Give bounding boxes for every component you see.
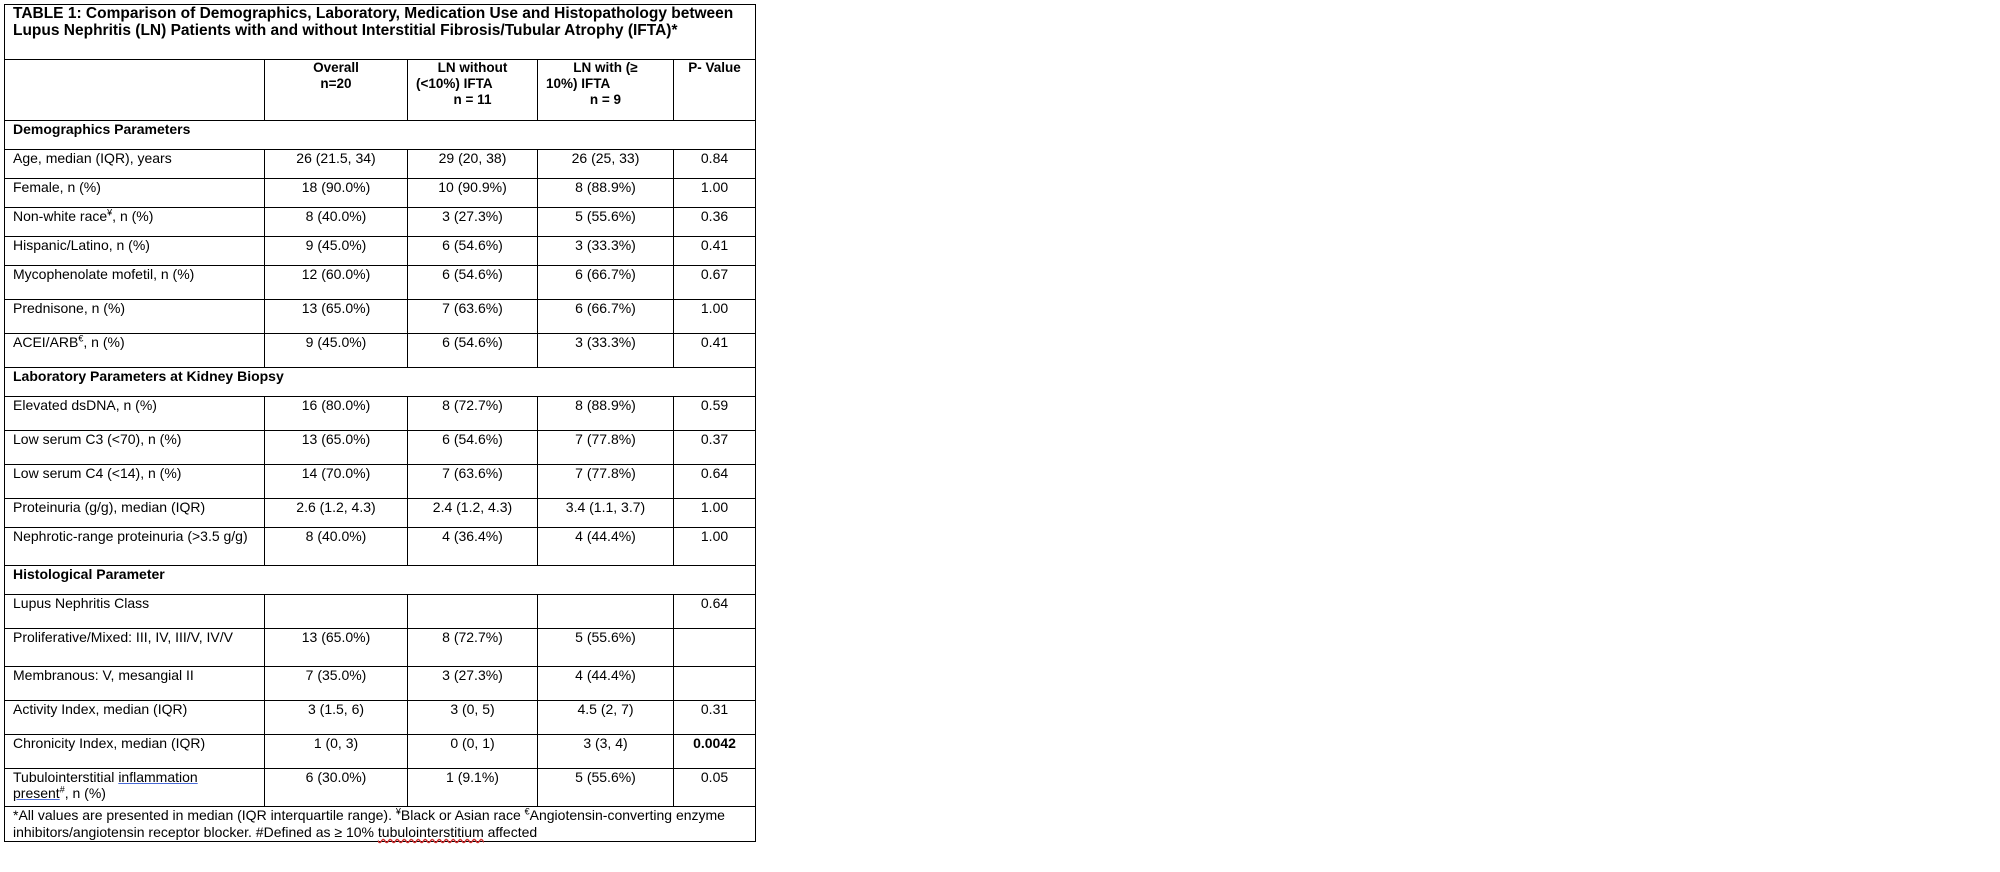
cell-with: 7 (77.8%) [538, 431, 674, 465]
header-overall [265, 60, 408, 121]
cell-p-value: 0.31 [674, 701, 756, 735]
header-overall-line2: n=20 [320, 76, 352, 91]
table-row [5, 499, 756, 528]
footnote-row [5, 807, 756, 842]
table-row [5, 528, 756, 566]
header-overall-line1: Overall [313, 60, 359, 75]
table-row [5, 150, 756, 179]
cell-p-value: 0.84 [674, 150, 756, 179]
cell-overall: 8 (40.0%) [265, 208, 408, 237]
table-row [5, 465, 756, 499]
cell-p-value: 0.37 [674, 431, 756, 465]
row-label-underlined: inflammation present [13, 769, 198, 801]
section-laboratory: Laboratory Parameters at Kidney Biopsy [5, 368, 756, 397]
table-row [5, 237, 756, 266]
table-title-row [5, 5, 756, 60]
cell-without: 3 (27.3%) [408, 208, 538, 237]
cell-p-value [674, 629, 756, 667]
row-label: Nephrotic-range proteinuria (>3.5 g/g) [5, 528, 265, 566]
row-label: Hispanic/Latino, n (%) [5, 237, 265, 266]
cell-with [538, 595, 674, 629]
row-label-text: ACEI/ARB [13, 334, 79, 350]
cell-without: 3 (0, 5) [408, 701, 538, 735]
header-with-line3: n = 9 [589, 92, 622, 107]
header-ln-without-ifta [408, 60, 538, 121]
cell-p-value: 0.05 [674, 769, 756, 807]
cell-overall [265, 595, 408, 629]
row-label: Female, n (%) [5, 179, 265, 208]
cell-with: 4 (44.4%) [538, 667, 674, 701]
header-with-line2: 10%) IFTA [546, 76, 611, 91]
cell-p-value: 0.64 [674, 595, 756, 629]
cell-with: 5 (55.6%) [538, 629, 674, 667]
cell-overall: 3 (1.5, 6) [265, 701, 408, 735]
row-label: Chronicity Index, median (IQR) [5, 735, 265, 769]
cell-without: 6 (54.6%) [408, 334, 538, 368]
cell-p-value: 0.41 [674, 334, 756, 368]
cell-overall: 6 (30.0%) [265, 769, 408, 807]
cell-without: 1 (9.1%) [408, 769, 538, 807]
header-without-line1: LN without [437, 60, 508, 75]
cell-p-value: 1.00 [674, 528, 756, 566]
table-row [5, 769, 756, 807]
header-with-line1: LN with (≥ [573, 60, 638, 75]
cell-with: 3 (33.3%) [538, 334, 674, 368]
header-blank-cell [5, 60, 265, 121]
header-p-value: P- Value [674, 60, 756, 121]
cell-without: 8 (72.7%) [408, 397, 538, 431]
table-row [5, 667, 756, 701]
cell-with: 6 (66.7%) [538, 300, 674, 334]
cell-overall: 1 (0, 3) [265, 735, 408, 769]
table-row [5, 701, 756, 735]
cell-with: 3 (33.3%) [538, 237, 674, 266]
cell-p-value [674, 667, 756, 701]
cell-overall: 12 (60.0%) [265, 266, 408, 300]
cell-p-value: 0.41 [674, 237, 756, 266]
table-row [5, 300, 756, 334]
cell-p-value: 0.64 [674, 465, 756, 499]
cell-without: 2.4 (1.2, 4.3) [408, 499, 538, 528]
footnote-marker: ¥ [395, 806, 401, 817]
row-label [5, 208, 265, 237]
comparison-table [4, 4, 756, 842]
row-label-text: Tubulointerstitial [13, 769, 119, 785]
section-row [5, 121, 756, 150]
row-label: Age, median (IQR), years [5, 150, 265, 179]
cell-overall: 8 (40.0%) [265, 528, 408, 566]
cell-overall: 13 (65.0%) [265, 300, 408, 334]
cell-without: 6 (54.6%) [408, 237, 538, 266]
row-label: Activity Index, median (IQR) [5, 701, 265, 735]
cell-overall: 13 (65.0%) [265, 431, 408, 465]
row-label: Membranous: V, mesangial II [5, 667, 265, 701]
cell-overall: 7 (35.0%) [265, 667, 408, 701]
row-label: Low serum C4 (<14), n (%) [5, 465, 265, 499]
row-label: Mycophenolate mofetil, n (%) [5, 266, 265, 300]
row-label: Low serum C3 (<70), n (%) [5, 431, 265, 465]
header-ln-with-ifta [538, 60, 674, 121]
table-row [5, 431, 756, 465]
cell-overall: 9 (45.0%) [265, 237, 408, 266]
cell-p-value: 1.00 [674, 499, 756, 528]
cell-with: 6 (66.7%) [538, 266, 674, 300]
footnote-text: Black or Asian race [400, 807, 525, 823]
header-without-line2: (<10%) IFTA [416, 76, 493, 91]
row-label-suffix: , n (%) [112, 208, 154, 224]
header-without-line3: n = 11 [453, 92, 492, 107]
cell-with: 5 (55.6%) [538, 208, 674, 237]
footnote-marker: ¥ [107, 207, 113, 218]
cell-overall: 9 (45.0%) [265, 334, 408, 368]
cell-without: 3 (27.3%) [408, 667, 538, 701]
footnote-text: Angiotensin-converting enzyme inhibitors/angiotensin receptor blocker. #Defined as ≥ 10% [13, 807, 725, 840]
footnote-marker: € [524, 806, 530, 817]
footnote-marker: € [78, 333, 84, 344]
table-row [5, 629, 756, 667]
row-label [5, 769, 265, 807]
footnote-spellcheck-word: tubulointerstitium [377, 824, 484, 840]
cell-without: 10 (90.9%) [408, 179, 538, 208]
cell-overall: 2.6 (1.2, 4.3) [265, 499, 408, 528]
cell-overall: 13 (65.0%) [265, 629, 408, 667]
table-row [5, 595, 756, 629]
table-row [5, 334, 756, 368]
footnote-text: affected [483, 824, 538, 840]
table-row [5, 266, 756, 300]
cell-without: 4 (36.4%) [408, 528, 538, 566]
cell-overall: 16 (80.0%) [265, 397, 408, 431]
section-row [5, 368, 756, 397]
section-histological: Histological Parameter [5, 566, 756, 595]
cell-without [408, 595, 538, 629]
cell-p-value: 1.00 [674, 179, 756, 208]
footnote-text: *All values are presented in median (IQR interquartile range). [13, 807, 396, 823]
row-label-text: Non-white race [13, 208, 108, 224]
cell-overall: 18 (90.0%) [265, 179, 408, 208]
cell-overall: 14 (70.0%) [265, 465, 408, 499]
table-row [5, 179, 756, 208]
footnote-marker: # [59, 784, 65, 795]
table-row [5, 397, 756, 431]
cell-p-value: 0.36 [674, 208, 756, 237]
cell-with: 26 (25, 33) [538, 150, 674, 179]
section-demographics: Demographics Parameters [5, 121, 756, 150]
row-label [5, 334, 265, 368]
section-row [5, 566, 756, 595]
cell-without: 6 (54.6%) [408, 431, 538, 465]
cell-with: 5 (55.6%) [538, 769, 674, 807]
cell-with: 4 (44.4%) [538, 528, 674, 566]
table-row [5, 735, 756, 769]
cell-p-value: 0.67 [674, 266, 756, 300]
cell-without: 7 (63.6%) [408, 465, 538, 499]
cell-with: 4.5 (2, 7) [538, 701, 674, 735]
cell-with: 8 (88.9%) [538, 397, 674, 431]
row-label: Proteinuria (g/g), median (IQR) [5, 499, 265, 528]
cell-without: 8 (72.7%) [408, 629, 538, 667]
column-header-row [5, 60, 756, 121]
row-label: Elevated dsDNA, n (%) [5, 397, 265, 431]
table-row [5, 208, 756, 237]
row-label-suffix: , n (%) [64, 785, 106, 801]
cell-with: 3.4 (1.1, 3.7) [538, 499, 674, 528]
table-footnote [5, 807, 756, 842]
cell-overall: 26 (21.5, 34) [265, 150, 408, 179]
cell-without: 29 (20, 38) [408, 150, 538, 179]
cell-p-value-significant: 0.0042 [674, 735, 756, 769]
cell-without: 7 (63.6%) [408, 300, 538, 334]
cell-p-value: 0.59 [674, 397, 756, 431]
row-label: Lupus Nephritis Class [5, 595, 265, 629]
cell-with: 7 (77.8%) [538, 465, 674, 499]
row-label-suffix: , n (%) [83, 334, 125, 350]
row-label: Prednisone, n (%) [5, 300, 265, 334]
cell-without: 6 (54.6%) [408, 266, 538, 300]
cell-without: 0 (0, 1) [408, 735, 538, 769]
cell-p-value: 1.00 [674, 300, 756, 334]
results-table-document [4, 4, 755, 842]
cell-with: 3 (3, 4) [538, 735, 674, 769]
cell-with: 8 (88.9%) [538, 179, 674, 208]
table-title: TABLE 1: Comparison of Demographics, Laboratory, Medication Use and Histopathology between Lupus Nephritis (LN) Patients with and without Interstitial Fibrosis/Tubular Atrophy (IFTA)* [5, 5, 756, 60]
row-label: Proliferative/Mixed: III, IV, III/V, IV/V [5, 629, 265, 667]
